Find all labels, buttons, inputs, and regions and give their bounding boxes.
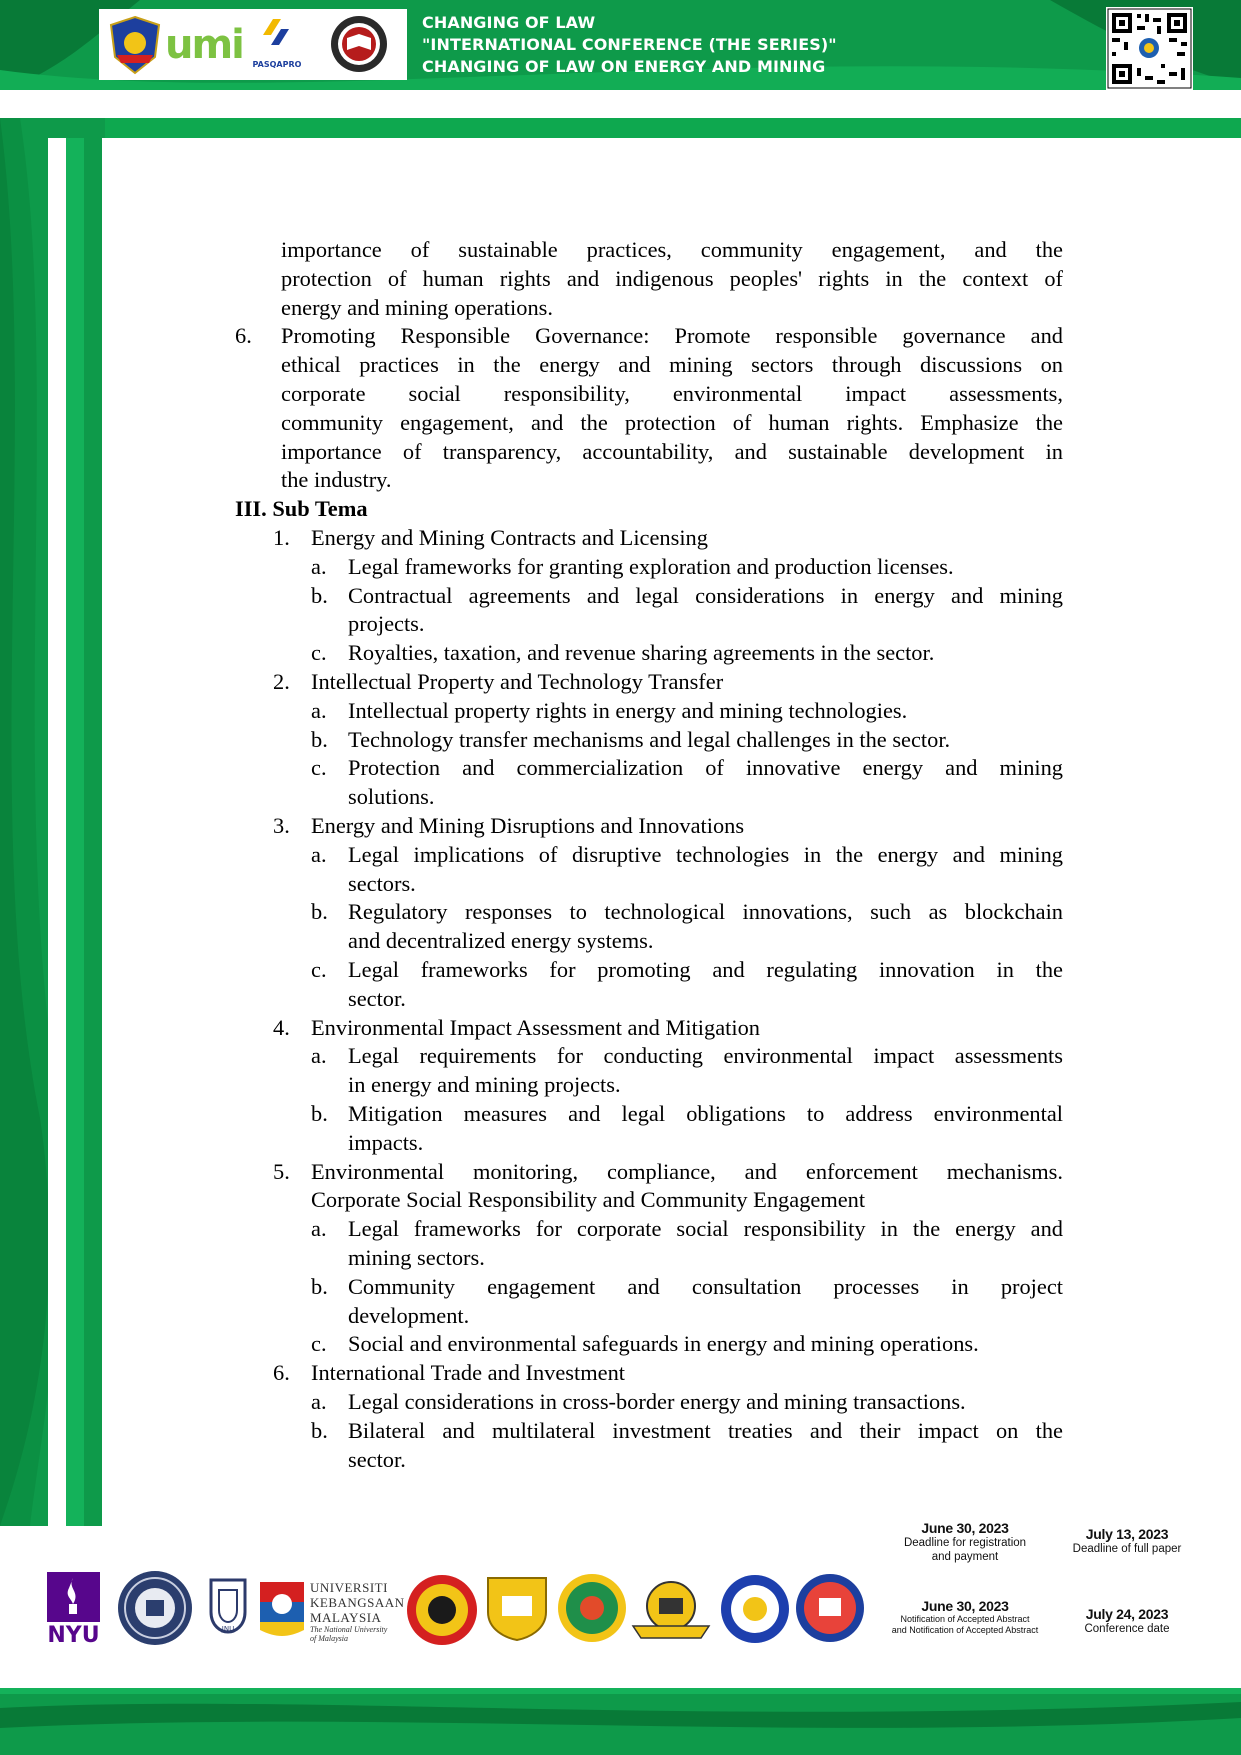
item-line: Community engagement and consultation processes in project <box>348 1274 1063 1299</box>
university-badge-1-logo <box>406 1574 478 1646</box>
ukm-line: UNIVERSITI <box>310 1580 388 1595</box>
item-line: Legal requirements for conducting environmental impact assessments <box>348 1043 1063 1068</box>
title-line: "INTERNATIONAL CONFERENCE (THE SERIES)" <box>422 35 837 54</box>
paragraph-line: community engagement, and the protection of human rights. Emphasize the <box>281 410 1063 435</box>
header-separator-band <box>0 118 1241 138</box>
item-letter: c. <box>311 755 327 780</box>
ukm-line: KEBANGSAAN <box>310 1595 405 1610</box>
item-letter: b. <box>311 727 328 752</box>
paragraph-line: importance of transparency, accountability, and sustainable development in <box>281 439 1063 464</box>
item-line: Technology transfer mechanisms and legal challenges in the sector. <box>348 727 951 752</box>
item-line: Mitigation measures and legal obligations to address environmental <box>348 1101 1063 1126</box>
item-line: Bilateral and multilateral investment treaties and their impact on the <box>348 1418 1063 1443</box>
item-line: sectors. <box>348 871 416 896</box>
university-badge-6-logo <box>795 1572 865 1644</box>
subtheme-number: 1. <box>273 525 290 550</box>
date-full-paper: July 13, 2023 Deadline of full paper <box>1072 1526 1182 1555</box>
item-line: sector. <box>348 986 406 1011</box>
item-line: Regulatory responses to technological innovations, such as blockchain <box>348 899 1063 924</box>
subtheme-title: Energy and Mining Disruptions and Innovations <box>311 813 745 838</box>
item-line: projects. <box>348 611 425 636</box>
item-line: Legal implications of disruptive technologies in the energy and mining <box>348 842 1063 867</box>
subtheme-title: Environmental Impact Assessment and Mitigation <box>311 1015 760 1040</box>
ukm-logo: UNIVERSITI KEBANGSAAN MALAYSIA The National University of Malaysia <box>258 1580 400 1646</box>
title-line: CHANGING OF LAW ON ENERGY AND MINING <box>422 57 826 76</box>
conference-title <box>422 12 837 78</box>
date-notification: June 30, 2023 Notification of Accepted Abstract and Notification of Accepted Abstract <box>891 1598 1039 1635</box>
item-letter: a. <box>311 842 327 867</box>
footer-band <box>0 1688 1241 1755</box>
item-line: solutions. <box>348 784 435 809</box>
subtheme-number: 5. <box>273 1159 290 1184</box>
item-line: Royalties, taxation, and revenue sharing agreements in the sector. <box>348 640 935 665</box>
item-letter: b. <box>311 899 328 924</box>
item-line: Legal frameworks for granting exploration and production licenses. <box>348 554 954 579</box>
item-line: Contractual agreements and legal considerations in energy and mining <box>348 583 1063 608</box>
list-number: 6. <box>235 323 252 348</box>
item-letter: b. <box>311 1274 328 1299</box>
item-line: development. <box>348 1303 470 1328</box>
left-border-decoration <box>0 118 105 1526</box>
paragraph-line: importance of sustainable practices, community engagement, and the <box>281 237 1063 262</box>
subtheme-number: 4. <box>273 1015 290 1040</box>
subtheme-title: Environmental monitoring, compliance, and enforcement mechanisms. <box>311 1159 1063 1184</box>
date-registration: June 30, 2023 Deadline for registration and payment <box>903 1520 1027 1563</box>
item-letter: b. <box>311 583 328 608</box>
subtheme-title: Intellectual Property and Technology Transfer <box>311 669 724 694</box>
paragraph-line: the industry. <box>281 467 392 492</box>
item-line: Social and environmental safeguards in energy and mining operations. <box>348 1331 979 1356</box>
university-seal-logo <box>117 1570 193 1646</box>
item-line: Legal frameworks for promoting and regulating innovation in the <box>348 957 1063 982</box>
item-letter: a. <box>311 1389 327 1414</box>
item-letter: b. <box>311 1418 328 1443</box>
date-conference: July 24, 2023 Conference date <box>1084 1606 1170 1635</box>
item-line: Protection and commercialization of innovative energy and mining <box>348 755 1063 780</box>
item-letter: a. <box>311 554 327 579</box>
item-line: in energy and mining projects. <box>348 1072 621 1097</box>
item-letter: c. <box>311 1331 327 1356</box>
item-line: Intellectual property rights in energy and mining technologies. <box>348 698 908 723</box>
university-badge-5-logo <box>720 1574 790 1644</box>
item-line: and decentralized energy systems. <box>348 928 654 953</box>
nyu-logo: NYU <box>47 1572 100 1650</box>
important-dates <box>885 1508 1213 1658</box>
pasqapro-logo: PASQAPRO <box>247 17 307 77</box>
jnu-logo: JNU <box>207 1576 249 1646</box>
subtheme-number: 6. <box>273 1360 290 1385</box>
ukm-line: MALAYSIA <box>310 1610 382 1625</box>
item-line: mining sectors. <box>348 1245 485 1270</box>
subtheme-number: 2. <box>273 669 290 694</box>
paragraph-line: corporate social responsibility, environmental impact assessments, <box>281 381 1063 406</box>
item-line: Legal considerations in cross-border energy and mining transactions. <box>348 1389 966 1414</box>
item-letter: a. <box>311 1043 327 1068</box>
item-letter: c. <box>311 957 327 982</box>
paragraph-line: ethical practices in the energy and mining sectors through discussions on <box>281 352 1063 377</box>
university-badge-2-logo <box>484 1572 550 1642</box>
paragraph-line: Promoting Responsible Governance: Promote responsible governance and <box>281 323 1063 348</box>
subtheme-title: International Trade and Investment <box>311 1360 626 1385</box>
qr-code-icon <box>1106 7 1193 90</box>
university-badge-3-logo <box>557 1572 627 1646</box>
page-header <box>0 0 1241 100</box>
title-line: CHANGING OF LAW <box>422 13 596 32</box>
paragraph-line: protection of human rights and indigenous peoples' rights in the context of <box>281 266 1063 291</box>
item-letter: b. <box>311 1101 328 1126</box>
subtheme-title: Energy and Mining Contracts and Licensing <box>311 525 708 550</box>
section-title: III. Sub Tema <box>235 496 368 521</box>
item-letter: c. <box>311 640 327 665</box>
item-line: Legal frameworks for corporate social responsibility in the energy and <box>348 1216 1063 1241</box>
university-badge-4-logo <box>629 1580 713 1642</box>
item-letter: a. <box>311 698 327 723</box>
book-seal-logo <box>329 14 389 74</box>
umi-logo: umi <box>165 22 243 68</box>
item-line: sector. <box>348 1447 406 1472</box>
item-line: impacts. <box>348 1130 424 1155</box>
item-letter: a. <box>311 1216 327 1241</box>
subtheme-title: Corporate Social Responsibility and Community Engagement <box>311 1187 866 1212</box>
crest-logo <box>109 15 161 75</box>
subtheme-number: 3. <box>273 813 290 838</box>
paragraph-line: energy and mining operations. <box>281 295 553 320</box>
header-logo-strip <box>99 9 407 80</box>
